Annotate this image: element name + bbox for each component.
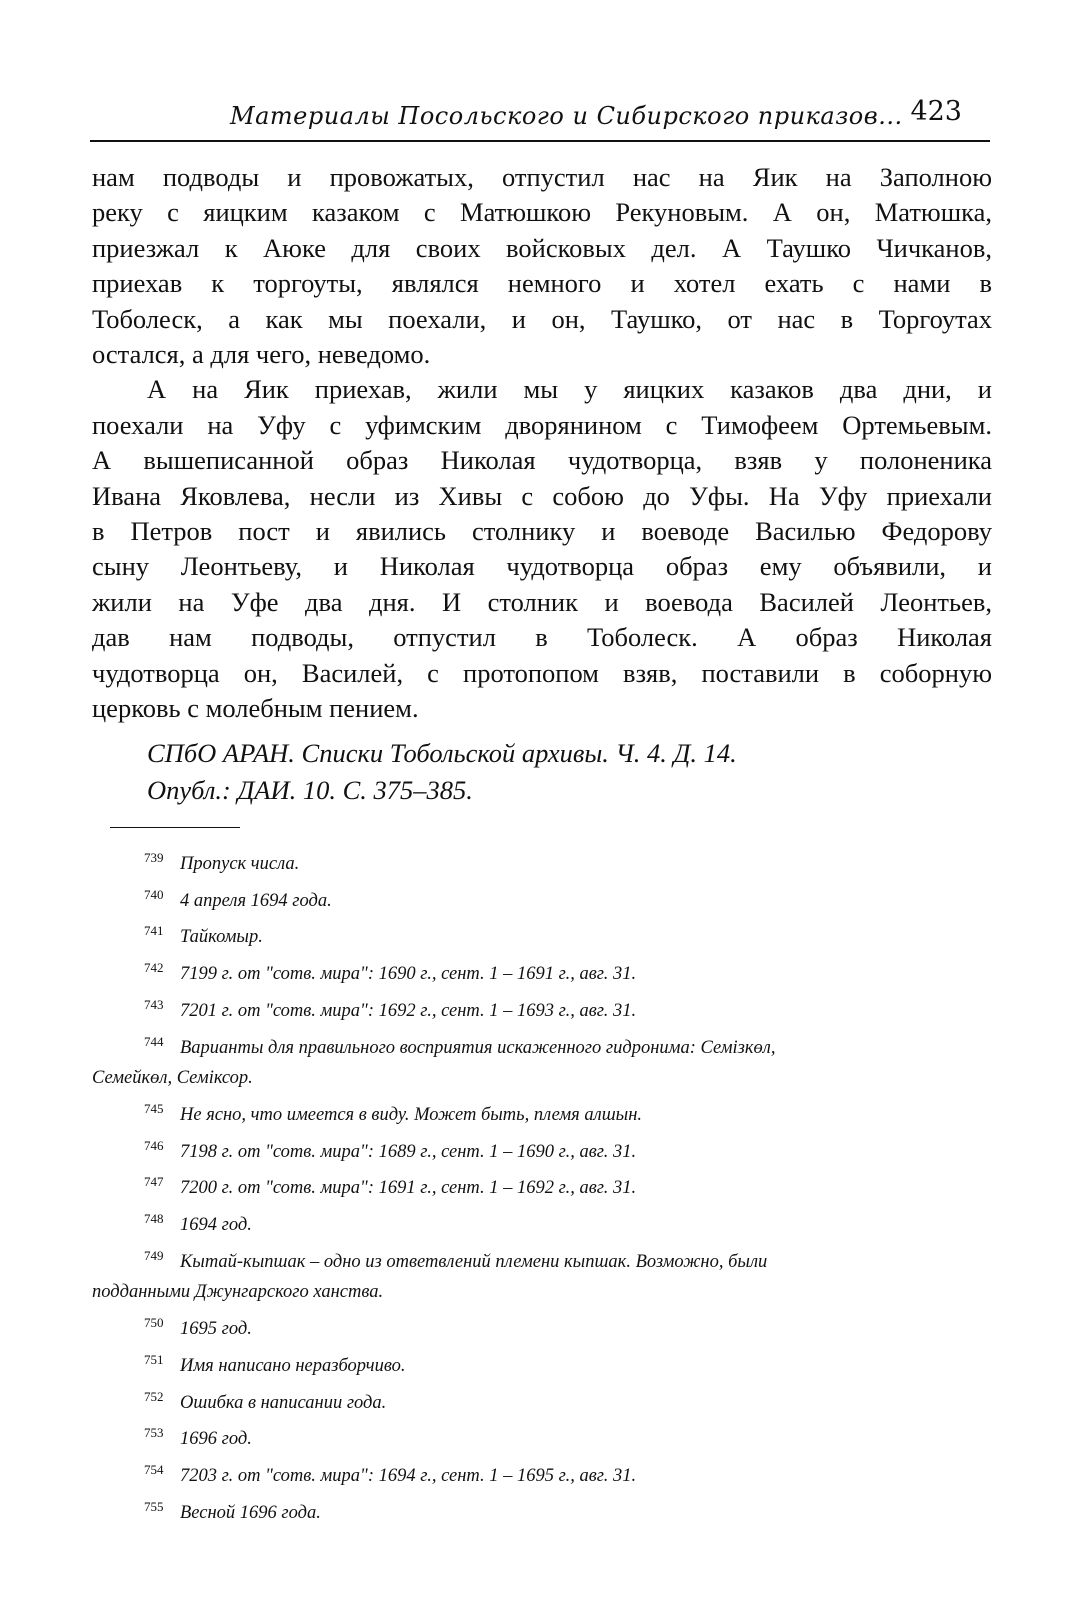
text-line: остался, а для чего, неведомо. bbox=[92, 339, 431, 370]
paragraph bbox=[92, 160, 992, 372]
text-line: чудотворца он, Василей, с протопопом взяв, поставили в соборную bbox=[92, 657, 992, 688]
footnote-continuation: Семейкөл, Семіксор. bbox=[92, 1068, 253, 1089]
footnote-text: 7203 г. от "сотв. мира": 1694 г., сент. 1 – 1695 г., авг. 31. bbox=[180, 1465, 637, 1486]
footnote-text: 7198 г. от "сотв. мира": 1689 г., сент. 1 – 1690 г., авг. 31. bbox=[180, 1141, 637, 1162]
text-line: А вышеписанной образ Николая чудотворца, взяв у полоненика bbox=[92, 445, 992, 476]
footnotes bbox=[92, 843, 992, 1528]
footnote bbox=[92, 1241, 992, 1278]
footnote-number: 744 bbox=[144, 1033, 164, 1049]
running-title: Материалы Посольского и Сибирского приказов... bbox=[230, 102, 903, 130]
text-line: церковь с молебным пением. bbox=[92, 693, 419, 724]
archive-reference: СПбО АРАН. Списки Тобольской архивы. Ч. 4. Д. 14. bbox=[147, 738, 737, 768]
footnote-number: 750 bbox=[144, 1315, 164, 1331]
footnote-divider bbox=[110, 827, 240, 828]
footnote-number: 741 bbox=[144, 923, 164, 939]
footnote bbox=[92, 1027, 992, 1064]
footnote-text: 7200 г. от "сотв. мира": 1691 г., сент. 1 – 1692 г., авг. 31. bbox=[180, 1178, 637, 1199]
footnote bbox=[92, 1345, 992, 1382]
footnote-number: 754 bbox=[144, 1461, 164, 1477]
text-line: поехали на Уфу с уфимским дворянином с Тимофеем Ортемьевым. bbox=[92, 409, 992, 440]
footnote bbox=[92, 1492, 992, 1529]
footnote-number: 753 bbox=[144, 1425, 164, 1441]
footnote-text: Весной 1696 года. bbox=[180, 1502, 321, 1523]
text-line: приехав к торгоуты, являлся немного и хотел ехать с нами в bbox=[92, 268, 992, 299]
footnote bbox=[92, 916, 992, 953]
page-header bbox=[90, 96, 990, 142]
footnote bbox=[92, 1131, 992, 1168]
footnote-number: 749 bbox=[144, 1247, 164, 1263]
footnote bbox=[92, 843, 992, 880]
footnote-number: 745 bbox=[144, 1100, 164, 1116]
footnote bbox=[92, 1418, 992, 1455]
footnote-text: Кытай-кыпшак – одно из ответвлений племени кыпшак. Возможно, были bbox=[180, 1251, 768, 1272]
text-line: Ивана Яковлева, несли из Хивы с собою до Уфы. На Уфу приехали bbox=[92, 480, 992, 511]
footnote-text: Тайкомыр. bbox=[180, 927, 263, 948]
text-line: сыну Леонтьеву, и Николая чудотворца образ ему объявили, и bbox=[92, 551, 992, 582]
footnote-number: 739 bbox=[144, 850, 164, 865]
footnote bbox=[92, 953, 992, 990]
footnote-number: 751 bbox=[144, 1351, 164, 1367]
text-line: Тоболеск, а как мы поехали, и он, Таушко, от нас в Торгоутах bbox=[92, 303, 992, 334]
footnote-number: 740 bbox=[144, 886, 164, 902]
text-line: дав нам подводы, отпустил в Тоболеск. А образ Николая bbox=[92, 622, 992, 653]
footnote bbox=[92, 1455, 992, 1492]
main-text bbox=[92, 160, 992, 727]
text-line: А на Яик приехав, жили мы у яицких казаков два дни, и bbox=[147, 374, 992, 405]
footnote-number: 747 bbox=[144, 1174, 164, 1190]
footnote bbox=[92, 1382, 992, 1419]
footnote-number: 746 bbox=[144, 1137, 164, 1153]
footnote bbox=[92, 1204, 992, 1241]
source-citation bbox=[147, 735, 947, 809]
footnote bbox=[92, 1167, 992, 1204]
footnote-text: Не ясно, что имеется в виду. Может быть, племя алшын. bbox=[180, 1104, 643, 1125]
footnote-text: 1696 год. bbox=[180, 1429, 252, 1450]
footnote-text: 7199 г. от "сотв. мира": 1690 г., сент. 1 – 1691 г., авг. 31. bbox=[180, 964, 637, 985]
footnote-text: Пропуск числа. bbox=[180, 854, 300, 874]
footnote-text: 7201 г. от "сотв. мира": 1692 г., сент. 1 – 1693 г., авг. 31. bbox=[180, 1000, 637, 1021]
text-line: реку с яицким казаком с Матюшкою Рекуновым. А он, Матюшка, bbox=[92, 197, 992, 228]
publication-reference: Опубл.: ДАИ. 10. С. 375–385. bbox=[147, 775, 473, 805]
footnote-continuation: подданными Джунгарского ханства. bbox=[92, 1282, 384, 1303]
footnote-number: 748 bbox=[144, 1211, 164, 1227]
footnote-text: Ошибка в написании года. bbox=[180, 1392, 387, 1413]
footnote-text: Варианты для правильного восприятия искаженного гидронима: Семізкөл, bbox=[180, 1037, 776, 1058]
footnote-text: 1695 год. bbox=[180, 1319, 252, 1340]
footnote bbox=[92, 1308, 992, 1345]
text-line: в Петров пост и явились столнику и воеводе Василью Федорову bbox=[92, 516, 992, 547]
footnote-number: 755 bbox=[144, 1498, 164, 1514]
footnote bbox=[92, 880, 992, 917]
text-line: нам подводы и провожатых, отпустил нас на Яик на Заполною bbox=[92, 162, 992, 192]
footnote bbox=[92, 990, 992, 1027]
text-line: приезжал к Аюке для своих войсковых дел. А Таушко Чичканов, bbox=[92, 232, 992, 263]
footnote-text: 1694 год. bbox=[180, 1215, 252, 1236]
footnote-text: Имя написано неразборчиво. bbox=[180, 1355, 406, 1376]
paragraph bbox=[92, 372, 992, 726]
page-number: 423 bbox=[910, 96, 962, 127]
footnote-number: 743 bbox=[144, 996, 164, 1012]
footnote-number: 752 bbox=[144, 1388, 164, 1404]
footnote bbox=[92, 1094, 992, 1131]
footnote-text: 4 апреля 1694 года. bbox=[180, 890, 332, 911]
text-line: жили на Уфе два дня. И столник и воевода Василей Леонтьев, bbox=[92, 586, 992, 617]
footnote-number: 742 bbox=[144, 960, 164, 976]
